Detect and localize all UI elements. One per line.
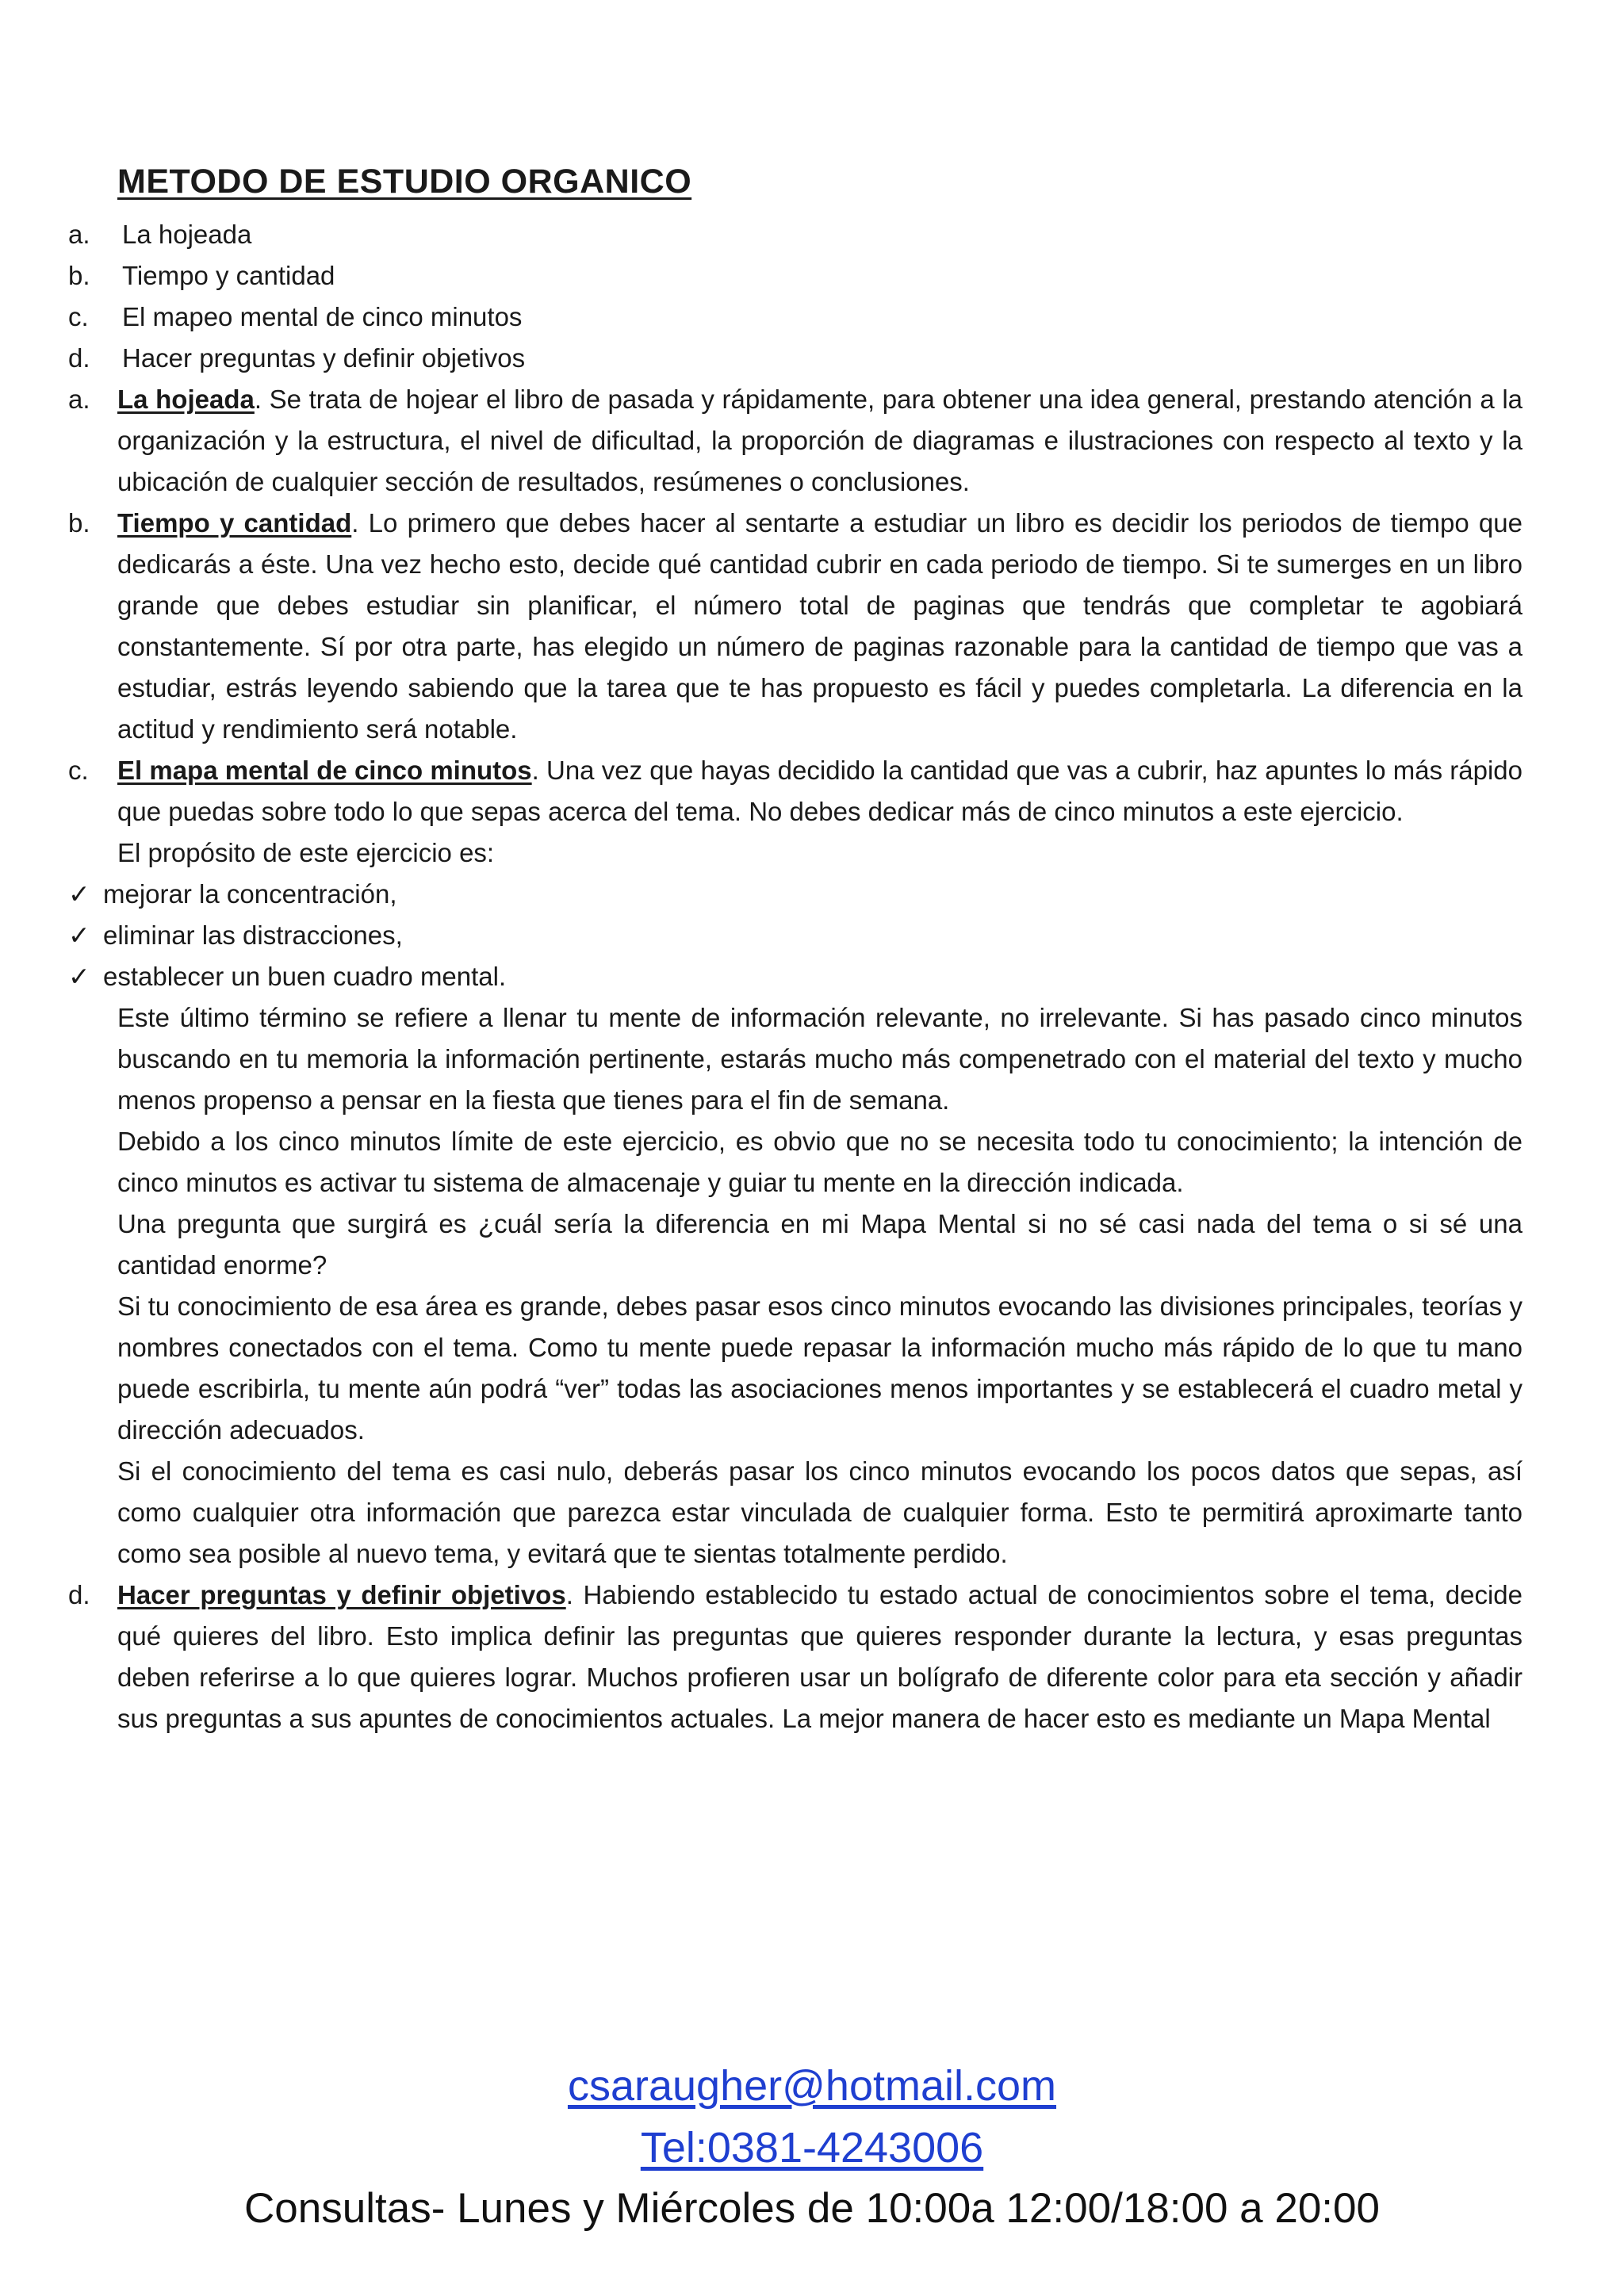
section-heading: La hojeada — [117, 385, 255, 414]
checklist-text: eliminar las distracciones, — [103, 920, 403, 950]
section-text: . Se trata de hojear el libro de pasada y rápidamente, para obtener una idea general, prestando atención a la organización y la estructura, el nivel de dificultad, la proporción de diagramas e ilustraciones con respecto al texto y la ubicación de cualquier sección de resultados, resúmenes o conclusiones. — [117, 385, 1522, 496]
checkmark-icon: ✓ — [68, 879, 90, 909]
checklist-item — [68, 915, 1522, 956]
toc-item — [68, 214, 1522, 255]
section-a — [68, 379, 1522, 503]
toc-label: El mapeo mental de cinco minutos — [122, 302, 523, 331]
paragraph: Debido a los cinco minutos límite de este ejercicio, es obvio que no se necesita todo tu conocimiento; la intención de cinco minutos es activar tu sistema de almacenaje y guiar tu mente en la dirección indicada. — [117, 1127, 1522, 1197]
section-marker: a. — [68, 385, 90, 414]
paragraph: Si tu conocimiento de esa área es grande, debes pasar esos cinco minutos evocando las divisiones principales, teorías y nombres conectados con el tema. Como tu mente puede repasar la información mucho más rápido de lo que tu mano puede escribirla, tu mente aún podrá “ver” todas las asociaciones menos importantes y se establecerá el cuadro metal y dirección adecuados. — [117, 1292, 1522, 1445]
toc-label: La hojeada — [122, 220, 252, 249]
toc-label: Tiempo y cantidad — [122, 261, 335, 290]
paragraph: Una pregunta que surgirá es ¿cuál sería la diferencia en mi Mapa Mental si no sé casi nada del tema o si sé una cantidad enorme? — [117, 1209, 1522, 1280]
section-b — [68, 503, 1522, 750]
section-marker: c. — [68, 756, 89, 785]
section-d — [68, 1575, 1522, 1739]
toc-item — [68, 255, 1522, 297]
section-text: . Lo primero que debes hacer al sentarte a estudiar un libro es decidir los periodos de tiempo que dedicarás a éste. Una vez hecho esto, decide qué cantidad cubrir en cada periodo de tiempo. Si te sumerges en un libro grande que debes estudiar sin planificar, el número total de paginas que tendrás que completar te agobiará constantemente. Sí por otra parte, has elegido un número de paginas razonable para la cantidad de tiempo que vas a estudiar, estrás leyendo sabiendo que la tarea que te has propuesto es fácil y puedes completarla. La diferencia en la actitud y rendimiento será notable. — [117, 508, 1522, 744]
section-heading: El mapa mental de cinco minutos — [117, 756, 532, 785]
section-heading: Hacer preguntas y definir objetivos — [117, 1580, 566, 1609]
checklist-item — [68, 874, 1522, 915]
office-hours: Consultas- Lunes y Miércoles de 10:00a 12:00/18:00 a 20:00 — [244, 2185, 1380, 2232]
toc-list — [68, 214, 1522, 379]
document-title: METODO DE ESTUDIO ORGANICO — [117, 163, 692, 201]
toc-marker: b. — [68, 261, 90, 290]
toc-item — [68, 338, 1522, 379]
toc-label: Hacer preguntas y definir objetivos — [122, 343, 526, 373]
section-marker: d. — [68, 1580, 90, 1609]
paragraph: Este último término se refiere a llenar tu mente de información relevante, no irrelevante. Si has pasado cinco minutos buscando en tu memoria la información pertinente, estarás mucho más compenetrado con el material del texto y mucho menos propenso a pensar en la fiesta que tienes para el fin de semana. — [117, 1003, 1522, 1115]
section-text: . Una vez que hayas decidido la cantidad que vas a cubrir, haz apuntes lo más rápido que puedas sobre todo lo que sepas acerca del tema. No debes dedicar más de cinco minutos a este ejercicio. — [117, 756, 1522, 826]
section-c — [68, 750, 1522, 832]
checklist-text: establecer un buen cuadro mental. — [103, 962, 507, 991]
checklist-item — [68, 956, 1522, 997]
section-heading: Tiempo y cantidad — [117, 508, 352, 538]
toc-marker: c. — [68, 302, 89, 331]
purpose-intro: El propósito de este ejercicio es: — [117, 838, 495, 867]
checkmark-icon: ✓ — [68, 920, 90, 950]
paragraph: Si el conocimiento del tema es casi nulo, deberás pasar los cinco minutos evocando los pocos datos que sepas, así como cualquier otra información que parezca estar vinculada de cualquier forma. Esto te permitirá aproximarte tanto como sea posible al nuevo tema, y evitará que te sientas totalmente perdido. — [117, 1456, 1522, 1568]
toc-item — [68, 297, 1522, 338]
checklist-text: mejorar la concentración, — [103, 879, 397, 909]
email-link[interactable]: csaraugher@hotmail.com — [567, 2062, 1057, 2110]
section-text: . Habiendo establecido tu estado actual de conocimientos sobre el tema, decide qué quieres del libro. Esto implica definir las preguntas que quieres responder durante la lectura, y esas preguntas deben referirse a lo que quieres lograr. Muchos profieren usar un bolígrafo de diferente color para eta sección y añadir sus preguntas a sus apuntes de conocimientos actuales. La mejor manera de hacer esto es mediante un Mapa Mental — [117, 1580, 1522, 1733]
toc-marker: a. — [68, 220, 90, 249]
document-body — [68, 214, 1522, 1739]
toc-marker: d. — [68, 343, 90, 373]
checkmark-icon: ✓ — [68, 962, 90, 991]
section-marker: b. — [68, 508, 90, 538]
phone-link[interactable]: Tel:0381-4243006 — [640, 2124, 984, 2172]
